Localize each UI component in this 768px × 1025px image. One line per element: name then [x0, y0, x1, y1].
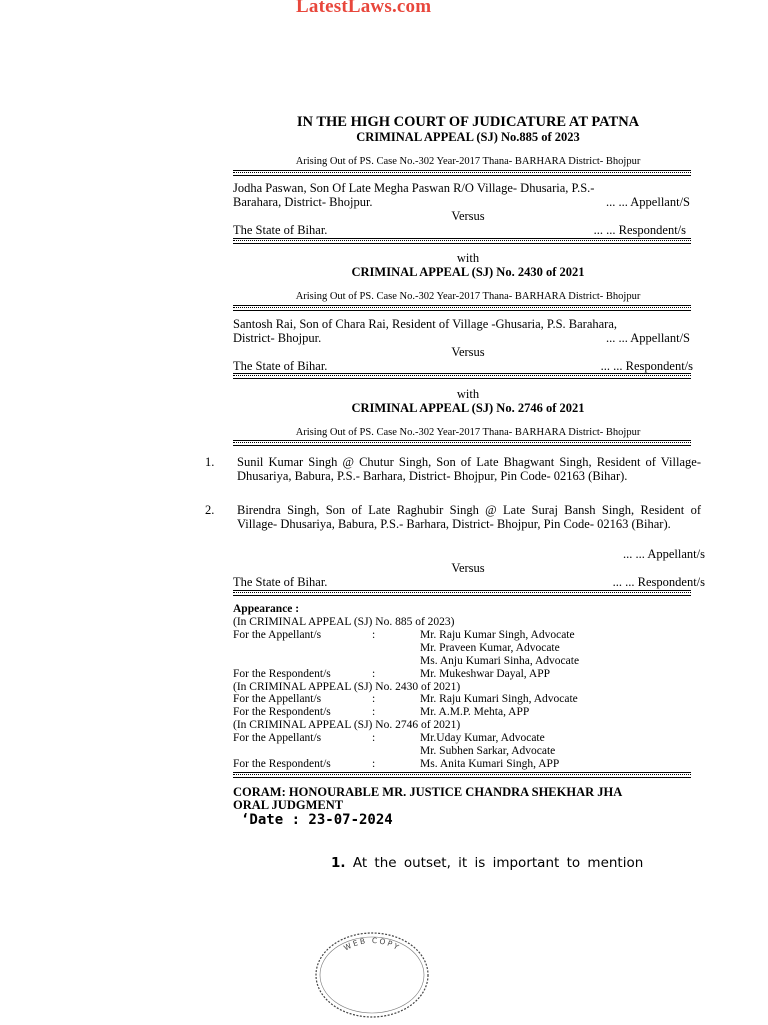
divider: [233, 590, 691, 596]
case1-versus: Versus: [451, 209, 485, 223]
list-item-number: 2.: [205, 503, 215, 517]
appearance-label: (In CRIMINAL APPEAL (SJ) No. 2746 of 2021): [233, 719, 461, 732]
case1-title: CRIMINAL APPEAL (SJ) No.885 of 2023: [356, 130, 580, 144]
appearance-colon: :: [372, 628, 376, 641]
with-1: with: [456, 251, 480, 265]
with-2: with: [456, 387, 480, 401]
paragraph-number: 1.: [331, 855, 346, 871]
divider: [233, 238, 691, 244]
case2-title: CRIMINAL APPEAL (SJ) No. 2430 of 2021: [351, 265, 585, 279]
list-item: Birendra Singh, Son of Late Raghubir Singh @ Late Suraj Bansh Singh, Resident of Village- Dhusariya, Babura, P.S.- Barhara, District- Bhojpur, Pin Code- 02163 (Bihar).: [237, 503, 701, 531]
case3-versus: Versus: [451, 561, 485, 575]
case1-appellant-tag: ... ... Appellant/S: [605, 195, 690, 209]
web-copy-stamp: [312, 930, 432, 1025]
appearance-value: Mr. A.M.P. Mehta, APP: [420, 706, 530, 719]
case1-appellant: Jodha Paswan, Son Of Late Megha Paswan R/O Village- Dhusaria, P.S.-: [233, 181, 595, 195]
divider: [233, 440, 691, 446]
svg-text:WEB COPY: WEB COPY: [342, 935, 402, 953]
case3-title: CRIMINAL APPEAL (SJ) No. 2746 of 2021: [351, 401, 585, 415]
oral-judgment-heading: ORAL JUDGMENT: [233, 798, 344, 812]
divider: [233, 305, 691, 311]
appearance-value: Mr. Mukeshwar Dayal, APP: [420, 667, 551, 680]
appearance-colon: :: [372, 757, 376, 770]
case1-appellant-line2: Barahara, District- Bhojpur.: [233, 195, 373, 209]
paragraph-text: At the outset, it is important to mention: [352, 855, 644, 871]
divider: [233, 170, 691, 176]
appearance-value: Mr.Uday Kumar, Advocate: [420, 732, 545, 745]
case2-respondent: The State of Bihar.: [233, 359, 328, 373]
appearance-label: For the Respondent/s: [233, 706, 331, 719]
appearance-label: (In CRIMINAL APPEAL (SJ) No. 885 of 2023): [233, 616, 455, 628]
case2-appellant-line1: Santosh Rai, Son of Chara Rai, Resident of Village -Ghusaria, P.S. Barahara,: [233, 317, 618, 331]
case2-arising: Arising Out of PS. Case No.-302 Year-2017 Thana- BARHARA District- Bhojpur: [295, 291, 641, 302]
appearance-value: Mr. Praveen Kumar, Advocate: [420, 641, 560, 654]
divider: [233, 772, 691, 778]
appearance-label: For the Appellant/s: [233, 732, 322, 745]
judgment-date: ‘Date : 23-07-2024: [241, 812, 393, 828]
case3-appellant-tag: ... ... Appellant/s: [623, 547, 705, 561]
case3-respondent-tag: ... ... Respondent/s: [612, 575, 705, 589]
case1-respondent: The State of Bihar.: [233, 223, 328, 237]
appearance-colon: :: [372, 706, 376, 719]
latestlaws-watermark: LatestLaws.com: [296, 0, 432, 17]
divider: [233, 373, 691, 379]
appearance-label: For the Respondent/s: [233, 757, 331, 770]
paragraph-1: [331, 855, 643, 871]
list-item-number: 1.: [205, 455, 215, 469]
appearance-value: Mr. Subhen Sarkar, Advocate: [420, 745, 556, 757]
coram: CORAM: HONOURABLE MR. JUSTICE CHANDRA SHEKHAR JHA: [233, 785, 623, 799]
appearance-label: For the Appellant/s: [233, 693, 322, 706]
appearance-colon: :: [372, 693, 376, 706]
case1-arising: Arising Out of PS. Case No.-302 Year-2017 Thana- BARHARA District- Bhojpur: [295, 156, 641, 167]
appearance-label: For the Respondent/s: [233, 667, 331, 680]
case2-appellant-line2: District- Bhojpur.: [233, 331, 322, 345]
case3-arising: Arising Out of PS. Case No.-302 Year-2017 Thana- BARHARA District- Bhojpur: [295, 427, 641, 438]
appearance-value: Mr. Raju Kumari Singh, Advocate: [420, 693, 578, 706]
appearance-label: For the Appellant/s: [233, 628, 322, 641]
appearance-value: Ms. Anita Kumari Singh, APP: [420, 757, 560, 770]
appearance-colon: :: [372, 732, 376, 745]
case2-respondent-tag: ... ... Respondent/s: [600, 359, 693, 373]
court-title: IN THE HIGH COURT OF JUDICATURE AT PATNA: [296, 114, 640, 130]
case2-versus: Versus: [451, 345, 485, 359]
appearance-label: (In CRIMINAL APPEAL (SJ) No. 2430 of 2021): [233, 680, 461, 693]
case3-respondent: The State of Bihar.: [233, 575, 328, 589]
case2-appellant-tag: ... ... Appellant/S: [605, 331, 690, 345]
appearance-value: Ms. Anju Kumari Sinha, Advocate: [420, 654, 580, 667]
case1-respondent-tag: ... ... Respondent/s: [593, 223, 686, 237]
appearance-colon: :: [372, 667, 376, 680]
appearance-value: Mr. Raju Kumar Singh, Advocate: [420, 628, 575, 641]
appearance-heading: Appearance :: [233, 603, 300, 615]
list-item: Sunil Kumar Singh @ Chutur Singh, Son of Late Bhagwant Singh, Resident of Village- Dhusariya, Babura, P.S.- Barhara, District- Bhojpur, Pin Code- 02163 (Bihar).: [237, 455, 701, 483]
